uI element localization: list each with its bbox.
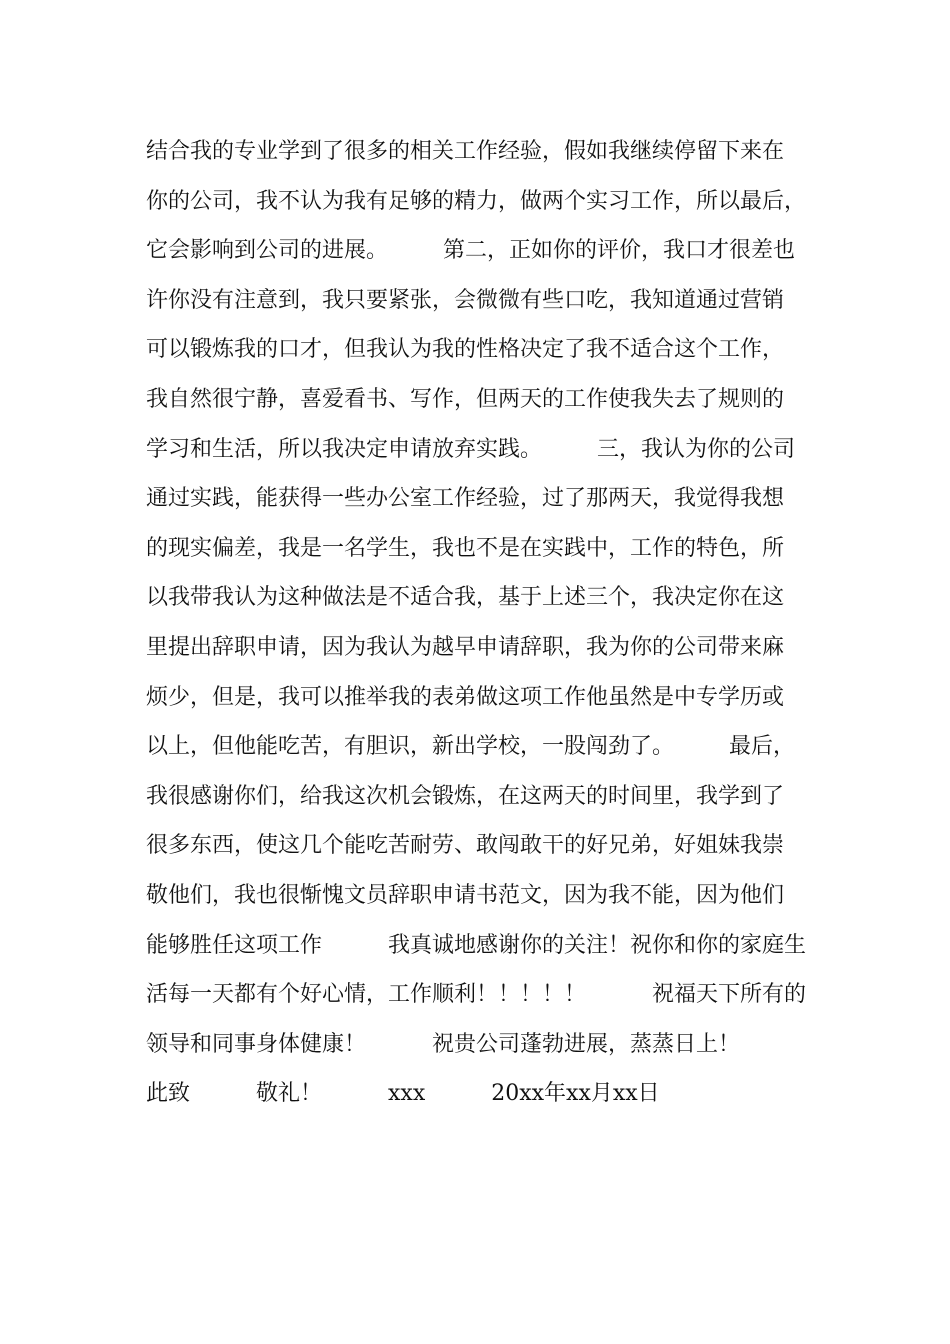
- text-line-17: 能够胜任这项工作 我真诚地感谢你的关注！祝你和你的家庭生: [146, 932, 807, 958]
- text-line-7: 学习和生活，所以我决定申请放弃实践。 三，我认为你的公司: [146, 436, 796, 462]
- text-line-12: 烦少，但是，我可以推举我的表弟做这项工作他虽然是中专学历或: [146, 684, 785, 710]
- text-line-13: 以上，但他能吃苦，有胆识，新出学校，一股闯劲了。 最后，: [146, 734, 796, 760]
- text-line-5: 可以锻炼我的口才，但我认为我的性格决定了我不适合这个工作，: [146, 337, 785, 363]
- text-line-19: 领导和同事身体健康！ 祝贵公司蓬勃进展，蒸蒸日上！: [146, 1031, 741, 1057]
- text-line-11: 里提出辞职申请，因为我认为越早申请辞职，我为你的公司带来麻: [146, 634, 785, 660]
- text-line-15: 很多东西，使这几个能吃苦耐劳、敢闯敢干的好兄弟，好姐妹我崇: [146, 833, 785, 859]
- text-line-6: 我自然很宁静，喜爱看书、写作，但两天的工作使我失去了规则的: [146, 386, 785, 412]
- text-line-18: 活每一天都有个好心情，工作顺利！！！！！ 祝福天下所有的: [146, 982, 807, 1008]
- letter-body: [146, 133, 836, 1125]
- text-line-20: 此致 敬礼！ xxx 20xx年xx月xx日: [146, 1081, 660, 1107]
- text-line-4: 许你没有注意到，我只要紧张，会微微有些口吃，我知道通过营销: [146, 287, 785, 313]
- text-line-16: 敬他们，我也很惭愧文员辞职申请书范文，因为我不能，因为他们: [146, 882, 785, 908]
- text-line-3: 它会影响到公司的进展。 第二，正如你的评价，我口才很差也: [146, 238, 796, 264]
- text-line-1: 结合我的专业学到了很多的相关工作经验，假如我继续停留下来在: [146, 139, 785, 164]
- text-line-9: 的现实偏差，我是一名学生，我也不是在实践中，工作的特色，所: [146, 535, 785, 561]
- text-line-2: 你的公司，我不认为我有足够的精力，做两个实习工作，所以最后，: [146, 188, 807, 214]
- text-line-10: 以我带我认为这种做法是不适合我，基于上述三个，我决定你在这: [146, 585, 785, 611]
- text-line-14: 我很感谢你们，给我这次机会锻炼，在这两天的时间里，我学到了: [146, 783, 785, 809]
- text-line-8: 通过实践，能获得一些办公室工作经验，过了那两天，我觉得我想: [146, 486, 785, 512]
